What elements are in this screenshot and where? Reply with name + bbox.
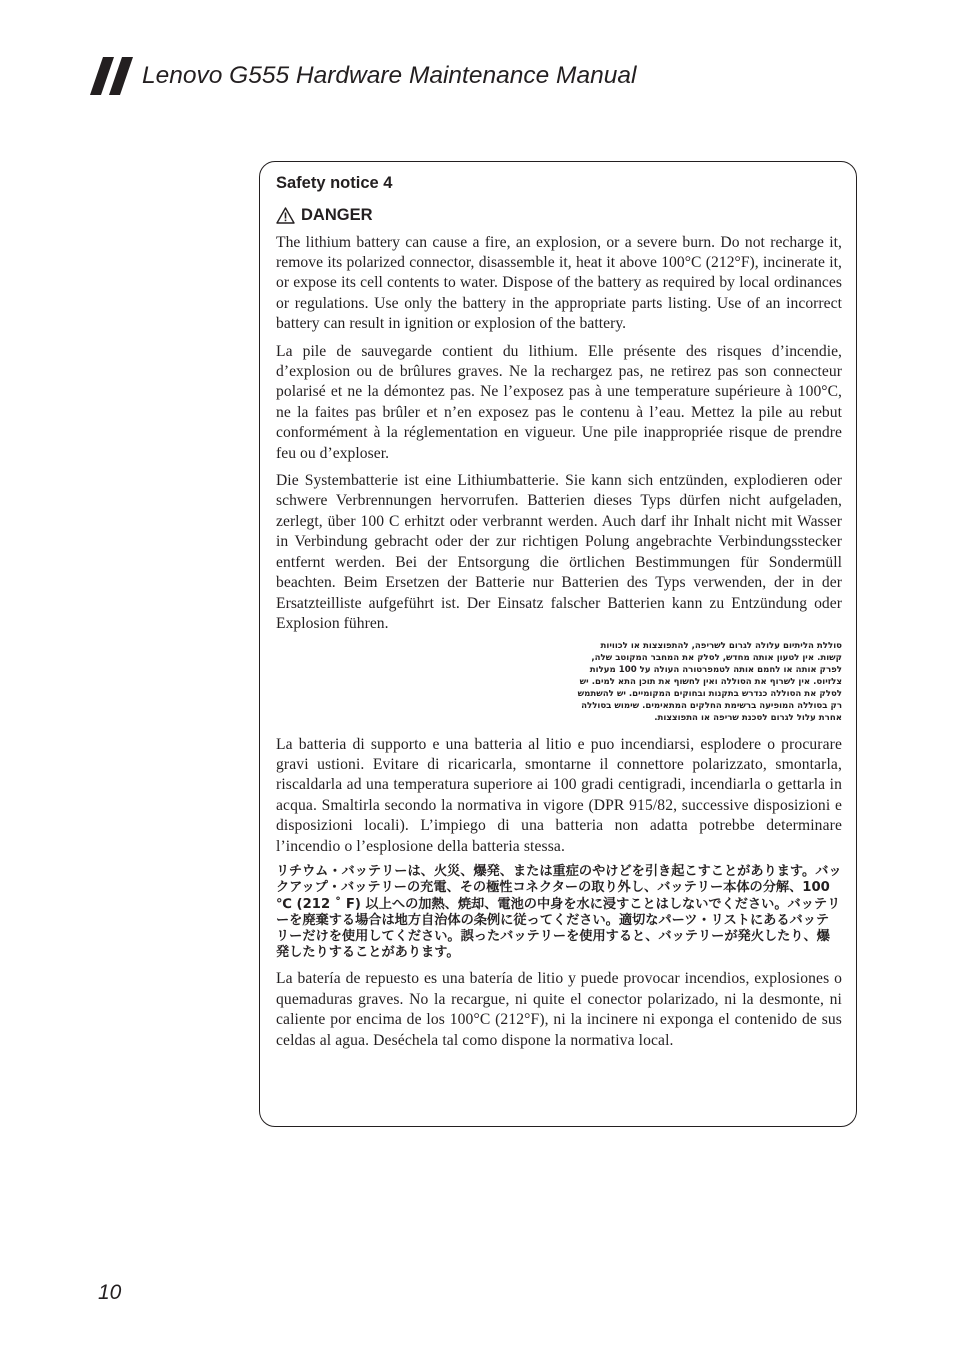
safety-notice-box	[259, 161, 857, 1127]
paragraph-german: Die Systembatterie ist eine Lithiumbatterie. Sie kann sich entzünden, explodieren oder schwere Verbrennungen hervorrufen. Batterien dieses Typs dürfen nicht aufgeladen, zerlegt, über 100 C erhitzt oder verbrannt werden. Auch darf ihr Inhalt nicht mit Wasser in Verbindung gebracht oder der zur richtigen Polung angebrachte Verbindungsstecker entfernt werden. Bei der Entsorgung die örtlichen Bestimmungen für Sondermüll beachten. Beim Ersetzen der Batterie nur Batterien des Typs verwenden, der in der Ersatzteilliste aufgeführt ist. Der Einsatz falscher Batterien kann zu Entzündung oder Explosion führen.	[276, 472, 842, 632]
paragraph-italian: La batteria di supporto e una batteria al litio e puo incendiarsi, esplodere o procurare gravi ustioni. Evitare di ricaricarla, smontarne il connettore polarizzato, smontarla, riscaldarla ad una temperatura superiore ai 100 gradi centigradi, incendiarla o gettarla in acqua. Smaltirla secondo la normativa in vigore (DPR 915/82, successive disposizioni e disposizioni locali). L’impiego di una batteria non adatta potrebbe determinare l’incendio o l’esplosione della batteria stessa.	[276, 735, 842, 855]
page-number: 10	[98, 1281, 122, 1304]
paragraph-english: The lithium battery can cause a fire, an explosion, or a severe burn. Do not recharge it, remove its polarized connector, disassemble it, heat it above 100°C (212°F), incinerate it, or expose its cell contents to water. Dispose of the battery as required by local ordinances or regulations. Use only the battery in the appropriate parts listing. Use of an incorrect battery can result in ignition or explosion of the battery.	[276, 233, 842, 333]
paragraph-hebrew: סוללת הליתיום עלולה לגרום לשריפה, להתפוצצות או לכוויות קשות. אין לטעון אותה מחדש, לסלק את המחבר המקוטב שלה, לפרק אותה או לחמם אותה לטמפרטורה העולה על 100 מעלות צלזיוס. אין לשרוף את הסוללה ואין לחשוף את תוכן התא למים. יש לסלק את הסוללה כנדרש בתקנות ובחוקים המקומיים. יש להשתמש רק בסוללה המופיעה ברשימת החלקים המתאימים. שימוש בסוללה אחרת עלול לגרום לסכנת שריפה או התפוצצות.	[577, 641, 842, 723]
safety-notice-title: Safety notice 4	[276, 174, 393, 192]
safety-notice-content	[276, 174, 842, 1058]
paragraph-french: La pile de sauvegarde contient du lithium. Elle présente des risques d’incendie, d’explosion ou de brûlures graves. Ne la rechargez pas, ne retirez pas son connecteur polarisé et ne la démontez pas. Ne l’exposez pas à une temperature supérieure à 100°C, ne la faites pas brûler et n’en exposez pas le contenu à l’eau. Mettez la pile au rebut conformément à la réglementation en vigueur. Une pile inappropriée risque de prendre feu ou d’exploser.	[276, 342, 842, 462]
page-header	[90, 56, 636, 96]
danger-label: DANGER	[301, 205, 373, 224]
paragraph-spanish: La batería de repuesto es una batería de litio y puede provocar incendios, explosiones o quemaduras graves. No la recargue, ni quite el conector polarizado, ni la desmonte, ni caliente por encima de los 100°C (212°F), ni la incinere ni exponga el contenido de sus celdas al agua. Deséchela tal como dispone la normativa local.	[276, 970, 842, 1049]
warning-triangle-icon	[276, 207, 295, 224]
manual-title: Lenovo G555 Hardware Maintenance Manual	[142, 62, 637, 89]
paragraph-japanese: リチウム・バッテリーは、火災、爆発、または重症のやけどを引き起こすことがあります。バックアップ・バッテリーの充電、その極性コネクターの取り外し、バッテリー本体の分解、100 ℃ (212 ˚ F) 以上への加熱、焼却、電池の中身を水に浸すことはしないでください。バッテリーを廃棄する場合は地方自治体の条例に従ってください。適切なパーツ・リストにあるバッテリーだけを使用してください。誤ったバッテリーを使用すると、バッテリーが発火したり、爆発したりすることがあります。	[276, 864, 842, 961]
danger-heading	[276, 206, 842, 226]
double-slash-logo-icon	[90, 57, 134, 95]
